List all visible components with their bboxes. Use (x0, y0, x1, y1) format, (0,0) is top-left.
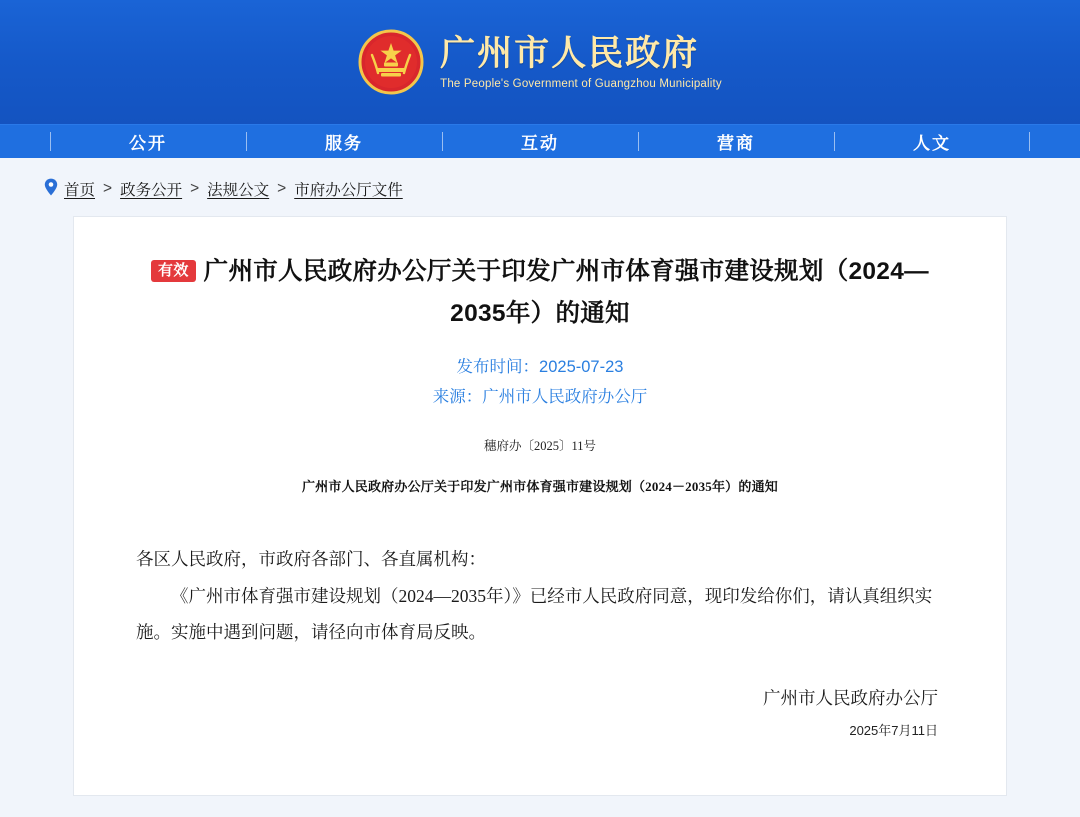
nav-item-renwen[interactable] (834, 125, 1030, 158)
document-content (136, 541, 944, 651)
nav-item-gongkai[interactable] (50, 125, 246, 158)
china-national-emblem-icon (358, 29, 424, 95)
site-brand[interactable] (358, 29, 722, 95)
nav-item-fuwu[interactable] (246, 125, 442, 158)
document-paragraph: 《广州市体育强市建设规划（2024—2035年）》已经市人民政府同意，现印发给你们，请认真组织实施。实施中遇到问题，请径向市体育局反映。 (136, 585, 933, 643)
document-meta (136, 353, 944, 412)
nav-item-label: 公开 (129, 134, 167, 153)
document-signature: 广州市人民政府办公厅 (763, 688, 938, 709)
document-sign-date: 2025年7月11日 (849, 723, 938, 739)
location-pin-icon (44, 178, 58, 200)
nav-item-label: 营商 (717, 134, 755, 153)
page-body (0, 158, 1080, 817)
source-value: 广州市人民政府办公厅 (482, 387, 648, 406)
nav-item-yingshang[interactable] (638, 125, 834, 158)
nav-item-hudong[interactable] (442, 125, 638, 158)
status-badge: 有效 (151, 260, 196, 282)
site-title-en: The People's Government of Guangzhou Municipality (440, 77, 722, 90)
breadcrumb-separator: > (190, 180, 200, 197)
main-nav (0, 124, 1080, 158)
source-row (136, 383, 944, 412)
nav-item-label: 服务 (325, 134, 363, 153)
site-title-cn: 广州市人民政府 (440, 34, 700, 74)
breadcrumb-separator: > (103, 180, 113, 197)
breadcrumb-item-regulations[interactable]: 法规公文 (207, 182, 270, 199)
document-title-text: 广州市人民政府办公厅关于印发广州市体育强市建设规划（2024—2035年）的通知 (203, 258, 929, 328)
breadcrumb-item-office-documents[interactable]: 市府办公厅文件 (294, 182, 403, 199)
document-salutation: 各区人民政府，市政府各部门、各直属机构： (136, 548, 486, 569)
site-header (0, 0, 1080, 124)
nav-item-label: 互动 (521, 134, 559, 153)
publish-time-label: 发布时间： (456, 358, 540, 377)
document-card (73, 216, 1007, 796)
breadcrumb-item-government-affairs[interactable]: 政务公开 (120, 182, 183, 199)
publish-time-row (136, 353, 944, 382)
breadcrumb (40, 172, 1040, 216)
breadcrumb-item-home[interactable]: 首页 (64, 182, 96, 199)
nav-item-label: 人文 (913, 134, 951, 153)
page-title (136, 251, 944, 335)
document-subtitle: 广州市人民政府办公厅关于印发广州市体育强市建设规划（2024－2035年）的通知 (301, 478, 778, 494)
document-number: 穗府办〔2025〕11号 (483, 438, 597, 453)
publish-time-value: 2025-07-23 (539, 358, 624, 377)
source-label: 来源： (432, 387, 483, 406)
breadcrumb-separator: > (277, 180, 287, 197)
